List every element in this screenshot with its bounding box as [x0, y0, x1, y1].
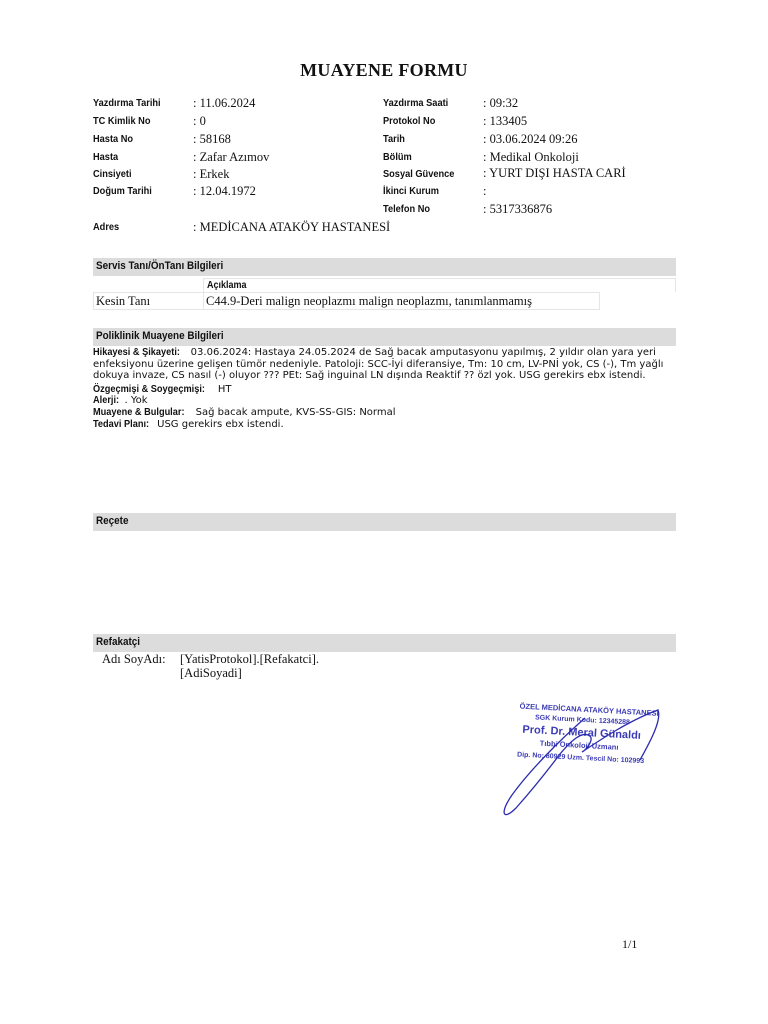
history-text-line-3: dokuya invaze, CS nasıl (-) oluyor ??? PEt: Sağ inguinal LN dışında Reaktif ?? özl yok. USG gerekirs ebx istendi. [93, 370, 646, 381]
companion-name-label: Adı SoyAdı: [102, 652, 166, 666]
gender-label: Cinsiyeti [93, 168, 132, 180]
patient-no-value: : 58168 [193, 132, 231, 146]
diagnosis-description: C44.9-Deri malign neoplazmı malign neoplazmı, tanımlanmamış [206, 294, 532, 308]
background-block [93, 384, 653, 396]
gender-value: : Erkek [193, 167, 230, 181]
background-text: HT [214, 384, 232, 395]
findings-block [93, 407, 653, 419]
allergy-block [93, 395, 653, 407]
examination-section-header [93, 328, 676, 346]
findings-text: Sağ bacak ampute, KVS-SS-GIS: Normal [192, 407, 396, 418]
companion-section-title: Refakatçi [96, 636, 141, 648]
second-institution-value: : [483, 184, 487, 198]
patient-label: Hasta [93, 151, 119, 163]
page-title: MUAYENE FORMU [300, 60, 468, 80]
stamp-hospital-name: ÖZEL MEDİCANA ATAKÖY HASTANESİ [519, 701, 659, 718]
plan-text: USG gerekirs ebx istendi. [153, 419, 284, 430]
allergy-label: Alerji: [93, 395, 120, 406]
print-time-label: Yazdırma Saati [383, 97, 449, 109]
patient-value: : Zafar Azımov [193, 150, 270, 164]
insurance-label: Sosyal Güvence [383, 168, 455, 180]
doctor-stamp [490, 690, 680, 820]
tc-value: : 0 [193, 114, 206, 128]
second-institution-label: İkinci Kurum [383, 185, 439, 197]
tc-label: TC Kimlik No [93, 115, 151, 127]
history-text-line-2: enfeksiyonu üzerine gelişen tümör nedeniyle. Patoloji: SCC-İyi diferansiye, Tm: 10 cm, LV-PNİ yok, CS (-), Tm yağlı [93, 358, 664, 370]
diagnosis-type: Kesin Tanı [96, 294, 151, 308]
phone-value: : 5317336876 [483, 202, 553, 216]
print-date-label: Yazdırma Tarihi [93, 97, 161, 109]
companion-name-line-2: [AdiSoyadi] [180, 666, 242, 680]
prescription-section-title: Reçete [96, 515, 129, 527]
diagnosis-section-title: Servis Tanı/ÖnTanı Bilgileri [96, 260, 224, 272]
allergy-text: . Yok [121, 395, 148, 406]
findings-label: Muayene & Bulgular: [93, 407, 185, 418]
prescription-section-header [93, 513, 676, 531]
date-value: : 03.06.2024 09:26 [483, 132, 578, 146]
patient-no-label: Hasta No [93, 133, 134, 145]
examination-section-title: Poliklinik Muayene Bilgileri [96, 330, 224, 342]
history-text-line-1: 03.06.2024: Hastaya 24.05.2024 de Sağ bacak amputasyonu yapılmış, 2 yıldır olan yara yeri [187, 347, 656, 358]
diagnosis-column-header [203, 278, 676, 292]
companion-name-line-1: [YatisProtokol].[Refakatci]. [180, 652, 319, 666]
stamp-diploma: Dip. No: 80929 Uzm. Tescil No: 102993 [516, 751, 645, 766]
address-value: : MEDİCANA ATAKÖY HASTANESİ [193, 220, 391, 234]
protocol-value: : 133405 [483, 114, 528, 128]
address-label: Adres [93, 221, 120, 233]
stamp-sgk-code: SGK Kurum Kodu: 12345288 [534, 714, 631, 727]
stamp-doctor-name: Prof. Dr. Meral Günaldı [522, 723, 642, 742]
protocol-label: Protokol No [383, 115, 436, 127]
companion-section-header [93, 634, 676, 652]
companion-name-value [180, 652, 319, 680]
plan-label: Tedavi Planı: [93, 419, 150, 430]
department-value: : Medikal Onkoloji [483, 150, 579, 164]
birth-date-label: Doğum Tarihi [93, 185, 152, 197]
cell-divider [203, 293, 204, 309]
history-label: Hikayesi & Şikayeti: [93, 347, 180, 358]
birth-date-value: : 12.04.1972 [193, 184, 256, 198]
print-date-value: : 11.06.2024 [193, 96, 256, 110]
department-label: Bölüm [383, 151, 412, 163]
insurance-value: : YURT DIŞI HASTA CARİ [483, 166, 626, 180]
date-label: Tarih [383, 133, 405, 145]
background-label: Özgeçmişi & Soygeçmişi: [93, 384, 205, 395]
stamp-specialty: Tıbbi Onkoloji Uzmanı [539, 738, 619, 752]
diagnosis-row [93, 292, 600, 310]
history-block [93, 347, 664, 382]
page-number: 1/1 [622, 937, 638, 951]
phone-label: Telefon No [383, 203, 431, 215]
plan-block [93, 419, 653, 431]
diagnosis-section-header [93, 258, 676, 276]
description-column-label: Açıklama [207, 280, 247, 291]
print-time-value: : 09:32 [483, 96, 519, 110]
